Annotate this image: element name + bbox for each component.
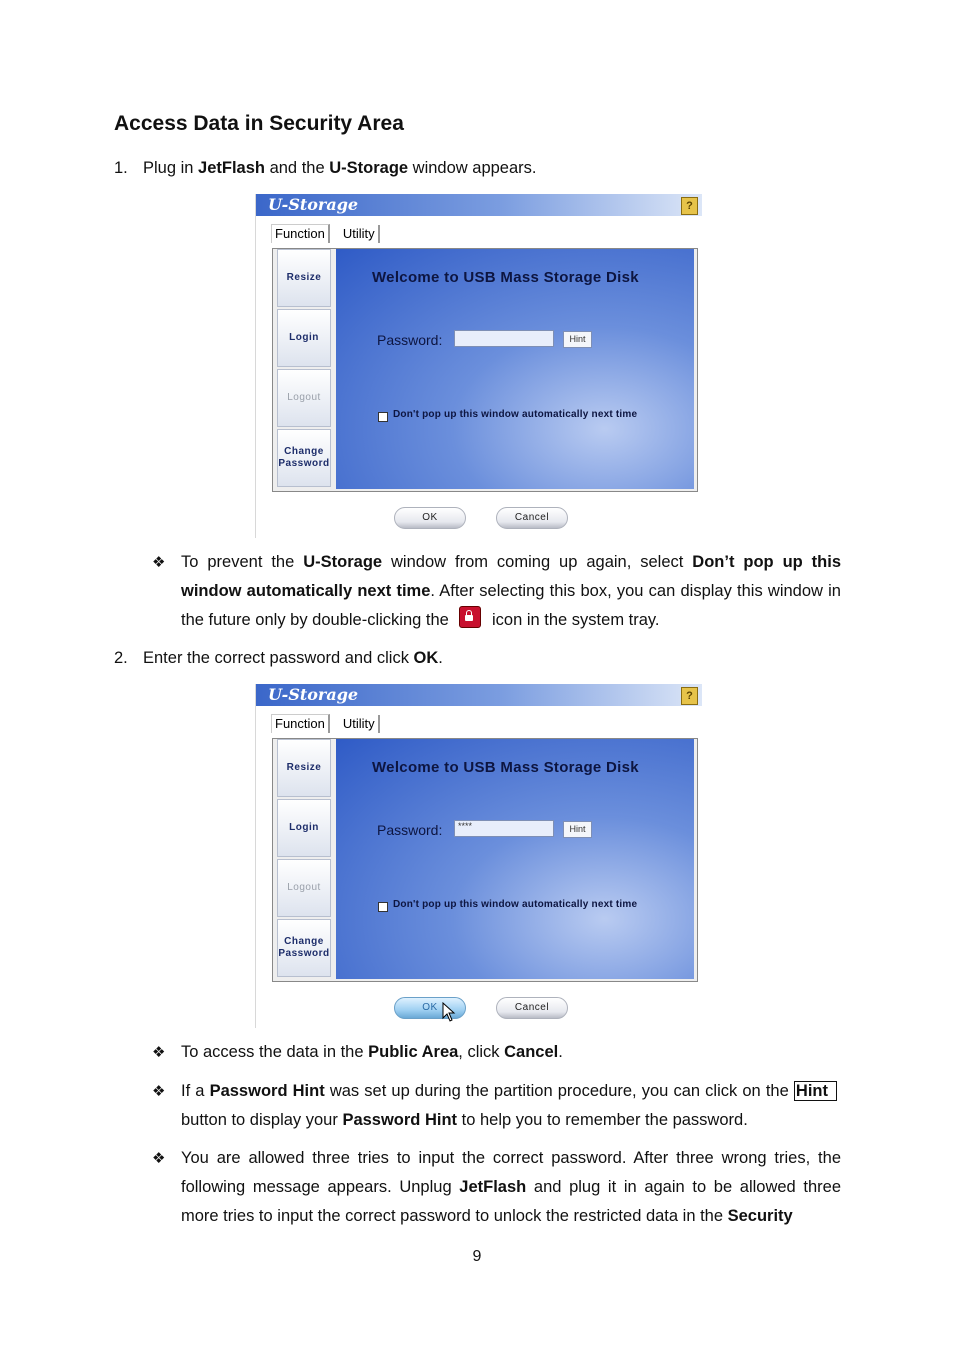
resize-button[interactable]: Resize — [277, 739, 331, 797]
hint-button[interactable]: Hint — [563, 821, 592, 838]
dont-popup-label: Don't pop up this window automatically next time — [393, 899, 638, 910]
change-password-button[interactable]: Change Password — [277, 919, 331, 977]
logout-button[interactable]: Logout — [277, 369, 331, 427]
function-panel — [272, 738, 698, 982]
welcome-text: Welcome to USB Mass Storage Disk — [372, 759, 639, 776]
bullet-icon: ❖ — [152, 1083, 166, 1100]
bullet-1-text: To prevent the U-Storage window from coming up again, select Don’t pop up this window automatically next time. After selecting this box, you can display this window in the future only by double-clicking the icon in the system tray. — [181, 553, 842, 629]
bullet-3-text: If a Password Hint was set up during the partition procedure, you can click on the Hint button to display your Password Hint to help you to remember the password. — [181, 1077, 841, 1135]
tab-function[interactable]: Function — [271, 714, 330, 733]
bullet-2-text: To access the data in the Public Area, click Cancel. — [181, 1043, 563, 1061]
bullet-icon: ❖ — [152, 554, 166, 571]
window-title-bar — [256, 194, 702, 216]
ok-button[interactable]: OK — [394, 997, 466, 1019]
u-storage-window-1 — [255, 194, 702, 538]
dont-popup-checkbox[interactable] — [378, 902, 388, 912]
step-2: 2. Enter the correct password and click OK. — [114, 644, 443, 673]
help-icon[interactable]: ? — [681, 197, 698, 215]
tab-bar — [271, 224, 390, 244]
welcome-text: Welcome to USB Mass Storage Disk — [372, 269, 639, 286]
dont-popup-label: Don't pop up this window automatically next time — [393, 409, 638, 420]
page-number: 9 — [472, 1248, 482, 1265]
step-number: 2. — [114, 649, 128, 667]
tab-bar — [271, 714, 390, 734]
u-storage-window-2 — [255, 684, 702, 1028]
login-area — [336, 249, 694, 489]
logout-button[interactable]: Logout — [277, 859, 331, 917]
login-button[interactable]: Login — [277, 799, 331, 857]
ok-button[interactable]: OK — [394, 507, 466, 529]
step-number: 1. — [114, 159, 128, 177]
login-button[interactable]: Login — [277, 309, 331, 367]
tab-utility[interactable]: Utility — [340, 225, 380, 243]
hint-button[interactable]: Hint — [563, 331, 592, 348]
tab-function[interactable]: Function — [271, 224, 330, 243]
cancel-button[interactable]: Cancel — [496, 507, 568, 529]
password-label: Password: — [377, 822, 443, 838]
bullet-icon: ❖ — [152, 1150, 166, 1167]
password-input[interactable] — [454, 330, 554, 347]
window-title-bar — [256, 684, 702, 706]
password-label: Password: — [377, 332, 443, 348]
resize-button[interactable]: Resize — [277, 249, 331, 307]
step-1: 1. Plug in JetFlash and the U-Storage window appears. — [114, 154, 537, 183]
window-title: U-Storage — [268, 195, 359, 214]
bullet-4-text: You are allowed three tries to input the correct password. After three wrong tries, the following message appears. Unplug JetFlash and plug it in again to be allowed three more tries to input the correct password to unlock the restricted data in the Security — [181, 1149, 841, 1225]
password-input[interactable]: **** — [454, 820, 554, 837]
login-area — [336, 739, 694, 979]
cancel-button[interactable]: Cancel — [496, 997, 568, 1019]
help-icon[interactable]: ? — [681, 687, 698, 705]
window-title: U-Storage — [268, 685, 359, 704]
section-heading: Access Data in Security Area — [114, 112, 404, 135]
function-panel — [272, 248, 698, 492]
bullet-icon: ❖ — [152, 1044, 166, 1061]
mouse-cursor-icon — [442, 1002, 456, 1022]
tab-utility[interactable]: Utility — [340, 715, 380, 733]
change-password-button[interactable]: Change Password — [277, 429, 331, 487]
hint-button-reference: Hint — [794, 1081, 837, 1101]
u-storage-tray-icon — [459, 606, 481, 628]
dont-popup-checkbox[interactable] — [378, 412, 388, 422]
